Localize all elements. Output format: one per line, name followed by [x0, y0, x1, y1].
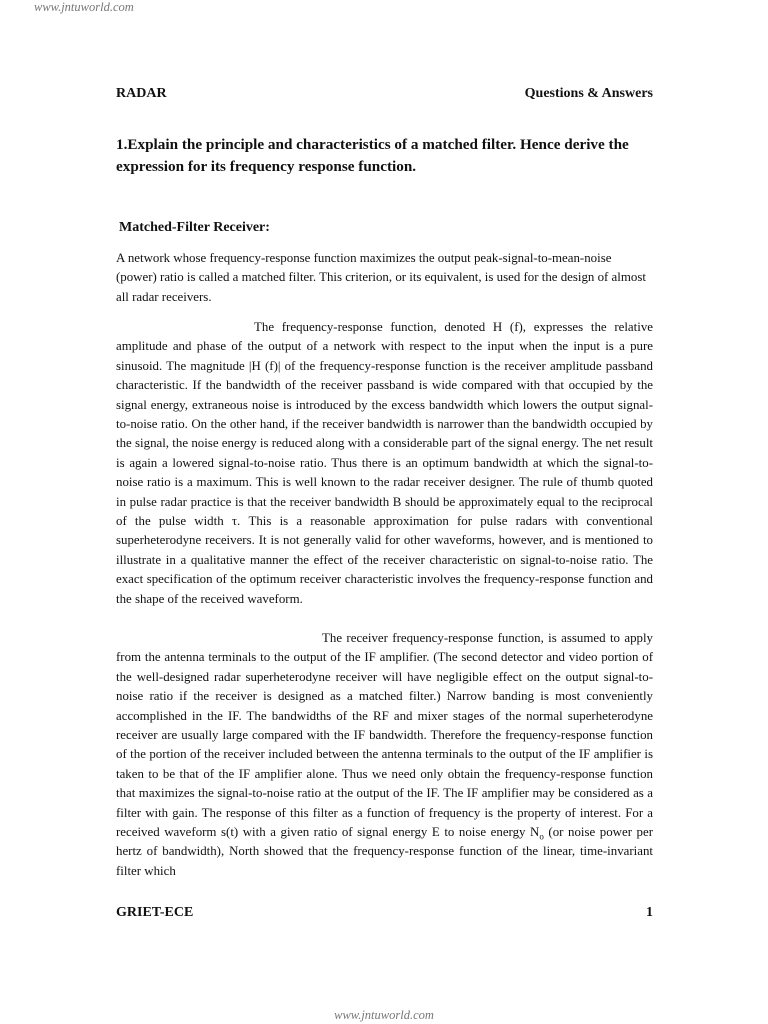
noise-subscript: o	[539, 831, 544, 842]
section-heading: Matched-Filter Receiver:	[119, 220, 270, 235]
question-heading: 1.Explain the principle and characteristics of a matched filter. Hence derive the expression for its frequency response function.	[116, 136, 629, 175]
page-header	[116, 86, 653, 102]
paragraph-1: A network whose frequency-response function maximizes the output peak-signal-to-mean-noise (power) ratio is called a matched filter. This criterion, or its equivalent, is used for the design of almost all radar receivers.	[116, 251, 646, 304]
page-footer	[116, 905, 653, 921]
paragraph-2: The frequency-response function, denoted H (f), expresses the relative amplitude and phase of the output of a network with respect to the input when the input is a pure sinusoid. The magnitude |H (f)| of the frequency-response function is the receiver amplitude passband characteristic. If the bandwidth of the receiver passband is wide compared with that occupied by the signal energy, extraneous noise is introduced by the excess bandwidth which lowers the output signal-to-noise ratio. On the other hand, if the receiver bandwidth is narrower than the bandwidth occupied by the signal, the noise energy is reduced along with a considerable part of the signal energy. The net result is again a lowered signal-to-noise ratio. Thus there is an optimum bandwidth at which the signal-to-noise ratio is a maximum. This is well known to the radar receiver designer. The rule of thumb quoted in pulse radar practice is that the receiver bandwidth B should be approximately equal to the reciprocal of the pulse width τ. This is a reasonable approximation for pulse radars with conventional superheterodyne receivers. It is not generally valid for other waveforms, however, and is mentioned to illustrate in a qualitative manner the effect of the receiver characteristic on signal-to-noise ratio. The exact specification of the optimum receiver characteristic involves the frequency-response function and the shape of the received waveform.	[116, 320, 653, 606]
paragraph-3	[116, 629, 653, 881]
paragraph-3-text-after: (or noise power per hertz of bandwidth), North showed that the frequency-response function of the linear, time-invariant filter which	[116, 825, 654, 878]
footer-department: GRIET-ECE	[116, 905, 194, 920]
header-section: Questions & Answers	[524, 86, 653, 101]
page-number: 1	[646, 905, 653, 920]
header-subject: RADAR	[116, 86, 167, 101]
paragraph-3-text-before: The receiver frequency-response function, is assumed to apply from the antenna terminals to the output of the IF amplifier. (The second detector and video portion of the well-designed radar superheterodyne receiver will have negligible effect on the output signal-to-noise ratio if the receiver is designed as a matched filter.) Narrow banding is most conveniently accomplished in the IF. The bandwidths of the RF and mixer stages of the normal superheterodyne receiver are usually large compared with the IF bandwidth. Therefore the frequency-response function of the portion of the receiver included between the antenna terminals to the output of the IF amplifier is taken to be that of the IF amplifier alone. Thus we need only obtain the frequency-response function that maximizes the signal-to-noise ratio at the output of the IF. The IF amplifier may be considered as a filter with gain. The response of this filter as a function of frequency is the property of interest. For a received waveform s(t) with a given ratio of signal energy E to noise energy N	[116, 631, 653, 840]
watermark-bottom: www.jntuworld.com	[334, 1008, 434, 1022]
watermark-top: www.jntuworld.com	[34, 0, 134, 14]
